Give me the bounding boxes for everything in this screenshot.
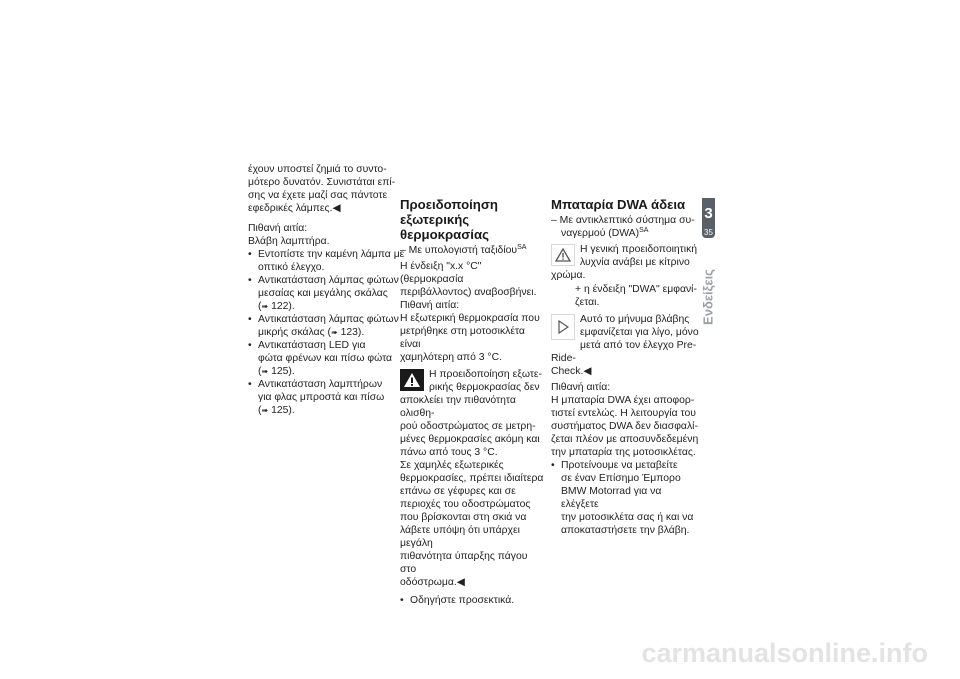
section-heading-outside-temperature: Προειδοποίηση εξωτερικής θερμοκρασίας [400, 197, 498, 242]
list-item: • Αντικατάσταση LED για φώτα φρένων και πίσω φώτα (➠ 125). [248, 339, 406, 378]
cause-text: Η μπαταρία DWA έχει αποφορ- τιστεί εντελώς. Η λειτουργία του συστήματος DWA δεν διασφαλί- ζεται πλέον με αποσυνδεδεμένη την μπαταρία της μοτοσικλέτας. [551, 395, 699, 458]
watermark: carmanualsonline.info [641, 638, 928, 668]
list-item: • Οδηγήστε προσεκτικά. [400, 594, 546, 607]
play-triangle-icon [551, 314, 575, 340]
bullet-list [551, 459, 701, 537]
cause-label: Πιθανή αιτία: [248, 223, 308, 234]
list-item: • Αντικατάσταση λάμπας φώτων μικρής σκάλας (➠ 123). [248, 313, 406, 339]
page-number: 35 [704, 228, 713, 237]
list-item: • Εντοπίστε την καμένη λάμπα με οπτικό έλεγχο. [248, 248, 406, 274]
equipment-condition: – Με υπολογιστή ταξιδίου$^{SA}$ [400, 244, 527, 256]
cause-label: Πιθανή αιτία: [551, 382, 611, 393]
column-1 [248, 163, 406, 417]
section-heading-dwa-battery: Μπαταρία DWA άδεια [551, 197, 686, 212]
general-warning-lamp-icon [551, 244, 575, 266]
chapter-title: Ενδείξεις [700, 269, 716, 325]
list-item: • Προτείνουμε να μεταβείτε σε έναν Επίσημο Έμπορο BMW Motorrad για να ελέγξετε την μοτοσικλέτα σας ή και να αποκαταστήσετε την βλάβη. [551, 459, 701, 537]
warning-text: Η προειδοποίηση εξωτε- ρικής θερμοκρασίας δεν αποκλείει την πιθανότητα ολισθη- ρού οδοστρώματος σε μετρη- μένες θερμοκρασίες ακόμη και πάνω από τους 3 °C. Σε χαμηλές εξωτερικές θερμοκρασίες, πρέπει ιδιαίτερα επάνω σε γέφυρες και σε περιοχές του οδοστρώματος που βρίσκονται στη σκιά να λάβετε υπόψη ότι υπάρχει μεγάλη πιθανότητα ύπαρξης πάγου στο οδόστρωμα.◀ [400, 369, 544, 588]
list-item: • Αντικατάσταση λάμπας φώτων μεσαίας και μεγάλης σκάλας (➠ 122). [248, 274, 406, 313]
cause-label: Πιθανή αιτία: [400, 300, 460, 311]
equipment-condition: – Με αντικλεπτικό σύστημα συ- ναγερμού (DWA)$^{SA}$ [551, 215, 695, 239]
continued-text: έχουν υποστεί ζημιά το συντο- μότερο δυνατόν. Συνιστάται επί- σης να έχετε μαζί σας πάντοτε εφεδρικές λάμπες.◀ [248, 164, 396, 214]
cause-text: Βλάβη λαμπτήρα. [248, 236, 330, 247]
column-2 [400, 163, 546, 607]
reference-arrow-icon: ➠ [330, 328, 338, 337]
cause-text: Η εξωτερική θερμοκρασία που μετρήθηκε στη μοτοσικλέτα είναι χαμηλότερη από 3 °C. [400, 313, 540, 363]
reference-arrow-icon: ➠ [261, 406, 269, 415]
chapter-number: 3 [704, 205, 713, 222]
warning-lamp-text: Η γενική προειδοποιητική λυχνία ανάβει με κίτρινο χρώμα. [551, 244, 698, 281]
reference-arrow-icon: ➠ [261, 367, 269, 376]
dwa-display-text: + η ένδειξη "DWA" εμφανί- ζεται. [575, 284, 697, 308]
fault-message-text: Αυτό το μήνυμα βλάβης εμφανίζεται για λίγο, μόνο μετά από τον έλεγχο Pre-Ride- Check.◀ [551, 314, 699, 377]
bullet-list [400, 594, 546, 607]
warning-triangle-icon [400, 369, 424, 391]
reference-arrow-icon: ➠ [261, 302, 269, 311]
display-description: Η ένδειξη "x.x °C" (θερμοκρασία περιβάλλοντος) αναβοσβήνει. [400, 261, 537, 298]
list-item: • Αντικατάσταση λαμπτήρων για φλας μπροστά και πίσω (➠ 125). [248, 378, 406, 417]
bullet-list [248, 248, 406, 417]
column-3 [551, 163, 701, 537]
